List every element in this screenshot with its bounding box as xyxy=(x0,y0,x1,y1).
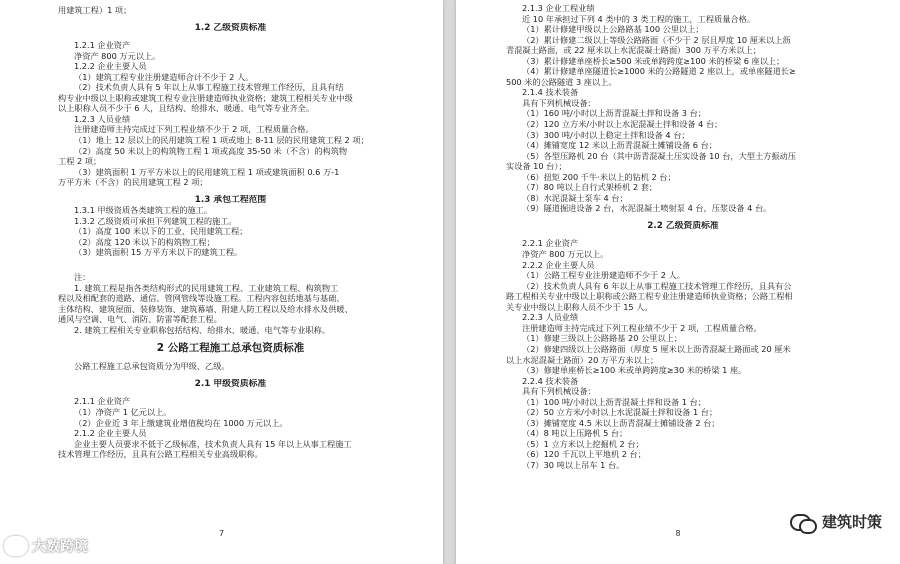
text-line: 1.3.2 乙级资质可承担下列建筑工程的施工。 xyxy=(74,215,237,226)
text-line: 2.2.1 企业资产 xyxy=(522,238,579,249)
text-line: （4）摊铺宽度 12 米以上沥青混凝土摊铺设备 6 台； xyxy=(522,140,717,151)
section-heading: 1.2 乙级资质标准 xyxy=(194,22,267,33)
page-number-right: 8 xyxy=(675,529,681,538)
text-line: 净资产 800 万元以上。 xyxy=(522,249,609,260)
spacer xyxy=(58,258,403,265)
text-line: （6）120 千瓦以上平地机 2 台； xyxy=(522,449,646,460)
watermark-right xyxy=(790,511,882,532)
text-line: （1）修建三级以上公路路基 20 公里以上； xyxy=(522,333,683,344)
text-line: 通风与空调、电气、消防、防雷等配套工程。 xyxy=(58,314,222,325)
wechat-icon xyxy=(790,512,816,532)
spacer xyxy=(506,231,860,238)
spacer xyxy=(58,33,403,40)
text-line: 2. 建筑工程相关专业职称包括结构、给排水、暖通、电气等专业职称。 xyxy=(74,324,331,335)
text-line: 1.2.3 人员业绩 xyxy=(74,113,131,124)
text-line: 工程 2 项； xyxy=(58,156,102,167)
text-line: 2.1.1 企业资产 xyxy=(74,396,131,407)
text-line: （1）净资产 1 亿元以上。 xyxy=(74,406,172,417)
text-line: 2.2.4 技术装备 xyxy=(522,375,579,386)
brand-logo-icon xyxy=(4,536,28,556)
text-line: （9）隧道掘进设备 2 台，水泥混凝土喷射泵 4 台，压浆设备 4 台。 xyxy=(522,203,772,214)
text-line: （2）50 立方米/小时以上水泥混凝土拌和设备 1 台； xyxy=(522,407,718,418)
text-line: 1.3.1 甲级资质各类建筑工程的施工。 xyxy=(74,205,213,216)
spacer xyxy=(58,188,403,195)
spacer xyxy=(58,389,403,396)
text-line: （3）摊铺宽度 4.5 米以上沥青混凝土摊铺设备 2 台； xyxy=(522,417,720,428)
text-line: （5）1 立方米以上挖掘机 2 台； xyxy=(522,438,644,449)
text-line: 构专业中级以上职称或建筑工程专业注册建造师执业资格；建筑工程相关专业中级 xyxy=(58,92,353,103)
text-line: 公路工程施工总承包资质分为甲级、乙级。 xyxy=(74,361,230,372)
text-line: 2.1.4 技术装备 xyxy=(522,87,579,98)
text-line: 路工程相关专业中级以上职称或公路工程专业注册建造师执业资格；公路工程相 xyxy=(506,291,793,302)
text-line: 500 米的公路隧道 3 座以上。 xyxy=(506,76,617,87)
text-line: （2）技术负责人具有 5 年以上从事工程施工技术管理工作经历，且具有结 xyxy=(74,82,344,93)
text-line: （1）高度 100 米以下的工业、民用建筑工程； xyxy=(74,226,248,237)
spacer xyxy=(58,354,403,361)
text-line: 实设备 10 台）； xyxy=(506,161,567,172)
text-line: 1. 建筑工程是指各类结构形式的民用建筑工程、工业建筑工程、构筑物工 xyxy=(74,282,339,293)
section-heading: 2 公路工程施工总承包资质标准 xyxy=(156,342,305,355)
text-line: （3）建筑面积 15 万平方米以下的建筑工程。 xyxy=(74,247,243,258)
text-line: （3）修建单座桥长≥100 米或单跨跨度≥30 米的桥梁 1 座。 xyxy=(522,365,747,376)
text-line: 注册建造师主持完成过下列工程业绩不少于 2 项，工程质量合格。 xyxy=(74,124,314,135)
watermark-left xyxy=(4,536,88,556)
text-line: 注册建造师主持完成过下列工程业绩不少于 2 项，工程质量合格。 xyxy=(522,322,762,333)
text-line: 技术管理工作经历，且具有公路工程相关专业高级职称。 xyxy=(58,449,263,460)
text-line: （5）各型压路机 20 台（其中沥青混凝土压实设备 10 台，大型土方振动压 xyxy=(522,150,796,161)
text-line: （3）累计修建单座桥长≥500 米或单跨跨度≥100 米的桥梁 6 座以上； xyxy=(522,55,785,66)
text-line: （2）修建四级以上公路路面（厚度 5 厘米以上沥青混凝土路面或 20 厘米 xyxy=(522,343,791,354)
text-line: （1）160 吨/小时以上沥青混凝土拌和设备 3 台； xyxy=(522,108,706,119)
text-line: 青混凝土路面，或 22 厘米以上水泥混凝土路面）300 万平方米以上； xyxy=(506,45,761,56)
text-line: （1）建筑工程专业注册建造师合计不少于 2 人。 xyxy=(74,71,254,82)
spacer xyxy=(58,335,403,342)
text-line: （2）120 立方米/小时以上水泥混凝土拌和设备 4 台； xyxy=(522,119,723,130)
text-line: 2.2.2 企业主要人员 xyxy=(522,259,595,270)
text-line: 1.2.2 企业主要人员 xyxy=(74,61,147,72)
text-line: （3）300 吨/小时以上稳定土拌和设备 4 台； xyxy=(522,129,690,140)
text-line: 以上水泥混凝土路面）20 万平方米以上； xyxy=(506,354,659,365)
text-line: （2）累计修建二级以上等级公路路面（不少于 2 层且厚度 10 厘米以上沥 xyxy=(522,34,791,45)
text-line: （6）扭矩 200 千牛·米以上的钻机 2 台； xyxy=(522,171,676,182)
text-line: 1.2.1 企业资产 xyxy=(74,40,131,51)
text-line: 近 10 年承担过下列 4 类中的 3 类工程的施工，工程质量合格。 xyxy=(522,13,755,24)
spacer xyxy=(58,16,403,23)
text-line: （7）80 吨以上自行式架桥机 2 套； xyxy=(522,182,658,193)
spacer xyxy=(58,372,403,379)
text-line: （2）企业近 3 年上缴建筑业增值税均在 1000 万元以上。 xyxy=(74,417,288,428)
text-line: （2）技术负责人具有 6 年以上从事工程施工技术管理工作经历，且具有公 xyxy=(522,280,792,291)
text-line: （4）8 吨以上压路机 5 台； xyxy=(522,428,628,439)
text-line: 2.1.2 企业主要人员 xyxy=(74,428,147,439)
text-line: 用建筑工程）1 项； xyxy=(58,5,132,15)
text-line: （4）累计修建单座隧道长≥1000 米的公路隧道 2 座以上，或单座隧道长≥ xyxy=(522,66,796,77)
text-line: 企业主要人员要求不低于乙级标准，技术负责人具有 15 年以上从事工程施工 xyxy=(74,438,352,449)
text-line: 具有下列机械设备： xyxy=(522,97,596,108)
spacer xyxy=(506,214,860,221)
text-line: 2.2.3 人员业绩 xyxy=(522,312,579,323)
section-heading: 2.2 乙级资质标准 xyxy=(647,220,719,231)
text-line: （1）100 吨/小时以上沥青混凝土拌和设备 1 台； xyxy=(522,396,706,407)
document-page-left xyxy=(0,0,443,564)
text-line: （1）地上 12 层以上的民用建筑工程 1 项或地上 8-11 层的民用建筑工程 2 项； xyxy=(74,135,369,146)
text-line: （1）公路工程专业注册建造师不少于 2 人。 xyxy=(522,270,685,281)
text-line: 关专业中级以上职称人员不少于 15 人。 xyxy=(506,301,653,312)
section-heading: 1.3 承包工程范围 xyxy=(194,194,267,205)
section-heading: 2.1 甲级资质标准 xyxy=(194,378,267,389)
document-page-right xyxy=(456,0,900,564)
text-line: （2）高度 120 米以下的构筑物工程； xyxy=(74,236,215,247)
text-line: 主体结构、建筑屋面、装修装饰、建筑幕墙、附建人防工程以及给水排水及供暖、 xyxy=(58,303,353,314)
text-line: （1）累计修建甲级以上公路路基 100 公里以上； xyxy=(522,24,704,35)
watermark-right-text: 建筑时策 xyxy=(821,513,882,531)
watermark-left-text: 大数跨境 xyxy=(32,539,88,555)
text-line: （8）水泥混凝土泵车 4 台； xyxy=(522,192,628,203)
text-line: 以上职称人员不少于 6 人，且结构、给排水、暖通、电气等专业齐全。 xyxy=(58,103,315,114)
text-line: （3）建筑面积 1 万平方米以上的民用建筑工程 1 项或建筑面积 0.6 万-1 xyxy=(74,166,340,177)
right-page-text xyxy=(506,3,860,471)
text-line: 注： xyxy=(74,272,91,283)
text-line: 净资产 800 万元以上。 xyxy=(74,50,161,61)
spacer xyxy=(58,265,403,272)
text-line: 2.1.3 企业工程业绩 xyxy=(522,3,595,13)
text-line: 程以及相配套的道路、通信、管网管线等设施工程。工程内容包括地基与基础、 xyxy=(58,293,345,304)
text-line: 万平方米（不含）的民用建筑工程 2 项； xyxy=(58,177,208,188)
page-number-left: 7 xyxy=(218,529,225,538)
text-line: （2）高度 50 米以上的构筑物工程 1 项或高度 35-50 米（不含）的构筑物 xyxy=(74,145,348,156)
text-line: 具有下列机械设备： xyxy=(522,386,596,397)
text-line: （7）30 吨以上吊车 1 台。 xyxy=(522,459,625,470)
left-page-text xyxy=(58,5,403,460)
